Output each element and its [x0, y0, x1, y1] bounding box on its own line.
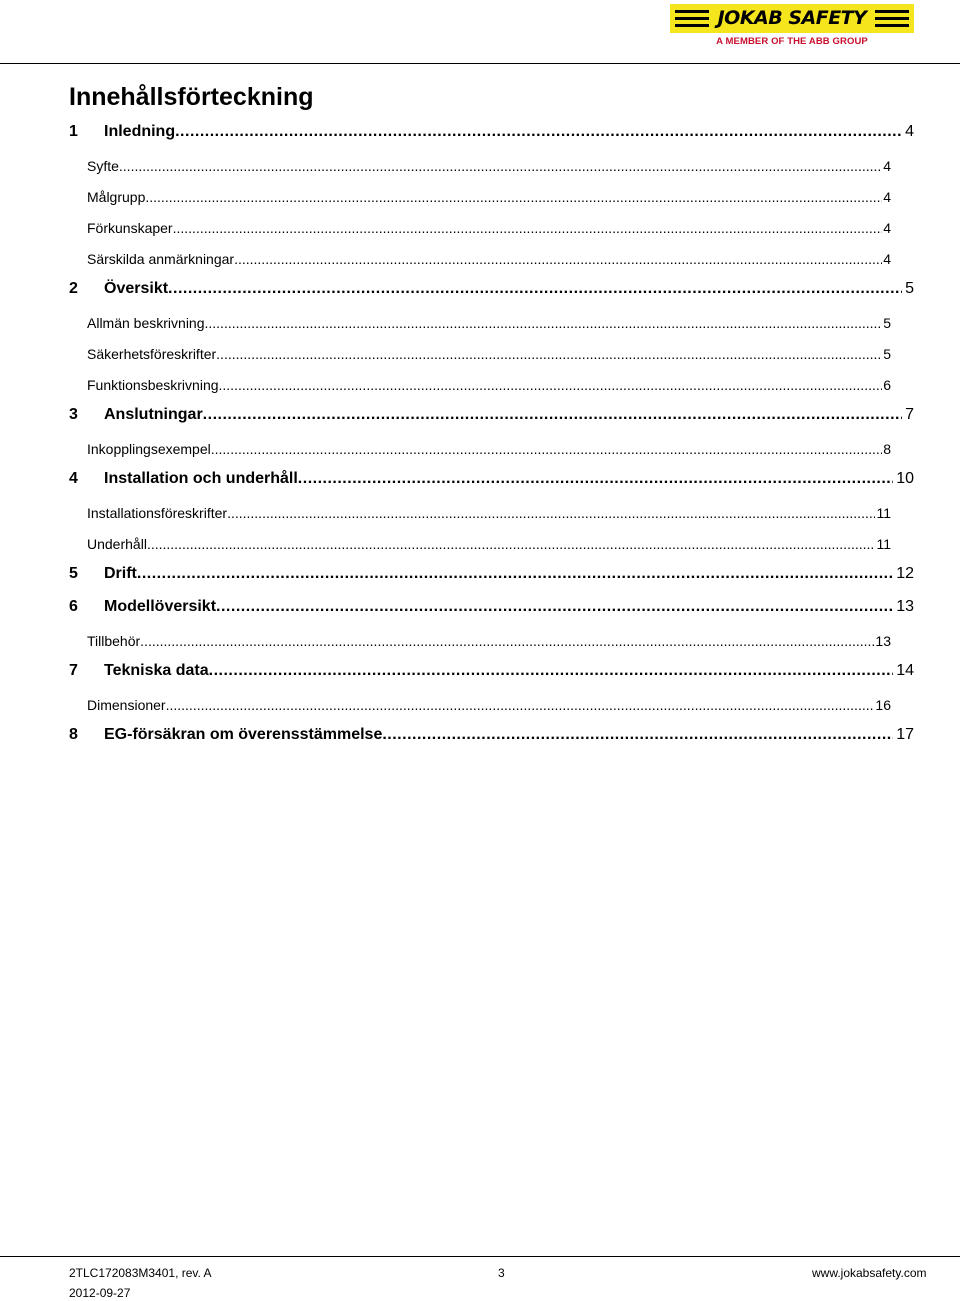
toc-entry-label: Installation och underhåll [104, 470, 298, 487]
toc-dot-leader [203, 401, 902, 429]
toc-section-entry[interactable] [87, 339, 891, 370]
toc-dot-leader [168, 275, 902, 303]
toc-section-entry[interactable] [87, 182, 891, 213]
toc-page-number: 16 [875, 697, 891, 713]
footer-website-link[interactable]: www.jokabsafety.com [812, 1266, 927, 1280]
toc-chapter-entry[interactable] [69, 401, 914, 434]
toc-chapter-number: 1 [69, 123, 78, 140]
toc-section-entry[interactable] [87, 370, 891, 401]
toc-section-entry[interactable] [87, 690, 891, 721]
toc-page-number: 4 [883, 251, 891, 267]
toc-entry-label: Inkopplingsexempel [87, 441, 211, 457]
toc-page-number: 5 [883, 346, 891, 362]
toc-chapter-number: 6 [69, 598, 78, 615]
toc-entry-label: Särskilda anmärkningar [87, 251, 235, 267]
toc-dot-leader [227, 498, 875, 528]
toc-chapter-entry[interactable] [69, 593, 914, 626]
toc-page-number: 13 [896, 598, 914, 615]
toc-page-number: 17 [896, 726, 914, 743]
toc-section-entry[interactable] [87, 434, 891, 465]
toc-page-number: 13 [875, 633, 891, 649]
toc-section-entry[interactable] [87, 213, 891, 244]
toc-chapter-number: 7 [69, 662, 78, 679]
toc-dot-leader [382, 721, 893, 749]
toc-entry-label: Inledning [104, 123, 176, 140]
toc-page-number: 5 [883, 315, 891, 331]
toc-dot-leader [216, 339, 882, 369]
toc-dot-leader [234, 244, 882, 274]
toc-page-number: 11 [876, 505, 891, 521]
toc-entry-label: Modellöversikt [104, 598, 217, 615]
toc-dot-leader [140, 626, 874, 656]
toc-dot-leader [205, 308, 883, 338]
toc-dot-leader [211, 434, 882, 464]
toc-page-number: 4 [883, 158, 891, 174]
toc-entry-label: EG-försäkran om överensstämmelse [104, 726, 383, 743]
toc-dot-leader [298, 465, 893, 493]
toc-dot-leader [166, 690, 875, 720]
toc-page-number: 11 [876, 536, 891, 552]
toc-section-entry[interactable] [87, 151, 891, 182]
toc-page-number: 14 [896, 662, 914, 679]
logo-stripes-icon [875, 10, 909, 27]
logo-text: JOKAB SAFETY [717, 7, 867, 29]
toc-section-entry[interactable] [87, 498, 891, 529]
toc-entry-label: Målgrupp [87, 189, 146, 205]
toc-chapter-entry[interactable] [69, 560, 914, 593]
toc-section-entry[interactable] [87, 308, 891, 339]
toc-section-entry[interactable] [87, 244, 891, 275]
toc-section-entry[interactable] [87, 626, 891, 657]
toc-chapter-number: 5 [69, 565, 78, 582]
logo-stripes-icon [675, 10, 709, 27]
logo-subtitle: A MEMBER OF THE ABB GROUP [716, 36, 868, 47]
toc-entry-label: Säkerhetsföreskrifter [87, 346, 217, 362]
toc-entry-label: Dimensioner [87, 697, 166, 713]
toc-dot-leader [175, 118, 902, 146]
footer-page-number: 3 [498, 1266, 505, 1280]
toc-page-number: 5 [905, 280, 914, 297]
header-divider [0, 63, 960, 64]
toc-chapter-number: 2 [69, 280, 78, 297]
toc-entry-label: Underhåll [87, 536, 147, 552]
toc-chapter-entry[interactable] [69, 118, 914, 151]
toc-entry-label: Syfte [87, 158, 119, 174]
toc-page-number: 4 [883, 220, 891, 236]
toc-chapter-entry[interactable] [69, 275, 914, 308]
toc-chapter-entry[interactable] [69, 721, 914, 754]
toc-chapter-number: 3 [69, 406, 78, 423]
toc-chapter-number: 8 [69, 726, 78, 743]
toc-page-number: 6 [883, 377, 891, 393]
toc-entry-label: Funktionsbeskrivning [87, 377, 219, 393]
toc-dot-leader [147, 529, 876, 559]
toc-dot-leader [119, 151, 882, 181]
toc-dot-leader [209, 657, 894, 685]
toc-page-number: 4 [883, 189, 891, 205]
page-title: Innehållsförteckning [69, 83, 314, 111]
table-of-contents [69, 118, 914, 754]
toc-dot-leader [145, 182, 882, 212]
toc-page-number: 10 [896, 470, 914, 487]
toc-page-number: 4 [905, 123, 914, 140]
toc-chapter-entry[interactable] [69, 657, 914, 690]
toc-chapter-entry[interactable] [69, 465, 914, 498]
toc-entry-label: Tillbehör [87, 633, 141, 649]
toc-chapter-number: 4 [69, 470, 78, 487]
logo-yellow-banner [670, 4, 914, 33]
toc-entry-label: Installationsföreskrifter [87, 505, 228, 521]
jokab-safety-logo [670, 4, 914, 49]
toc-dot-leader [219, 370, 883, 400]
toc-page-number: 7 [905, 406, 914, 423]
toc-dot-leader [216, 593, 893, 621]
toc-section-entry[interactable] [87, 529, 891, 560]
toc-page-number: 8 [883, 441, 891, 457]
toc-entry-label: Förkunskaper [87, 220, 173, 236]
toc-page-number: 12 [896, 565, 914, 582]
toc-entry-label: Tekniska data [104, 662, 209, 679]
footer-date: 2012-09-27 [69, 1286, 131, 1300]
footer-document-number: 2TLC172083M3401, rev. A [69, 1266, 212, 1280]
toc-entry-label: Översikt [104, 280, 169, 297]
toc-dot-leader [137, 560, 893, 588]
footer-divider [0, 1256, 960, 1257]
toc-entry-label: Drift [104, 565, 137, 582]
toc-entry-label: Anslutningar [104, 406, 203, 423]
toc-dot-leader [173, 213, 883, 243]
toc-entry-label: Allmän beskrivning [87, 315, 205, 331]
